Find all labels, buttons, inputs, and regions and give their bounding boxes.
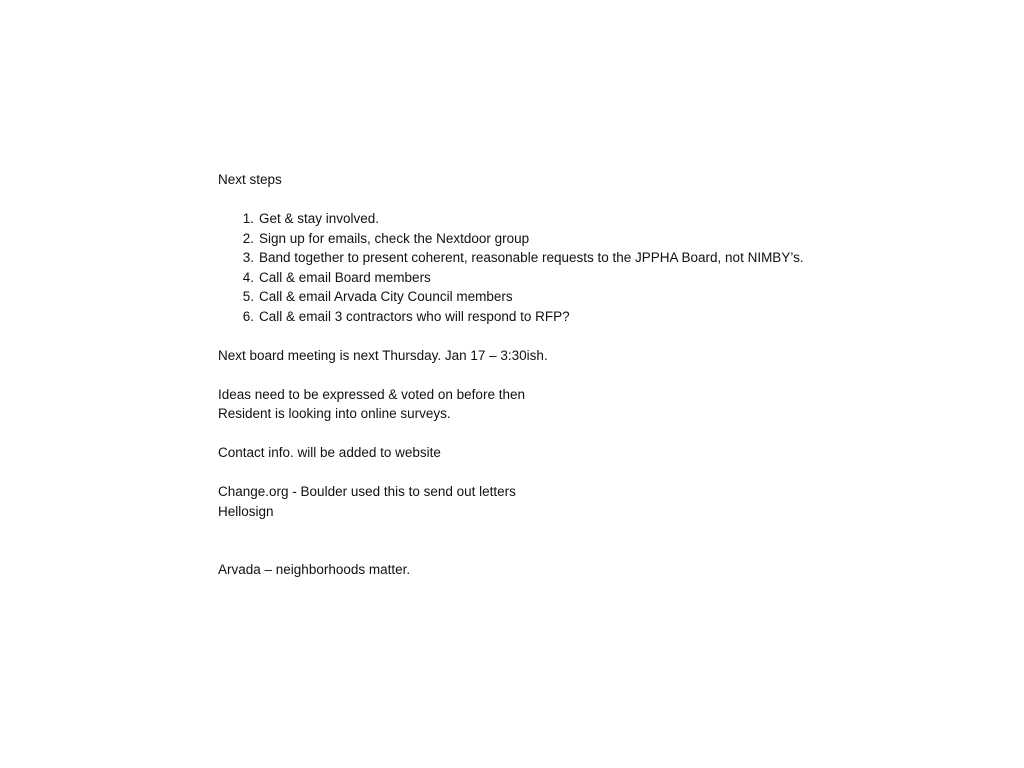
next-meeting-line: Next board meeting is next Thursday. Jan 17 – 3:30ish.	[218, 347, 548, 363]
list-item	[218, 307, 918, 327]
ideas-line: Ideas need to be expressed & voted on before then	[218, 386, 525, 402]
list-item-number: 3.	[242, 250, 254, 265]
list-item-text: Sign up for emails, check the Nextdoor group	[259, 230, 530, 246]
notes-content	[218, 170, 918, 580]
list-item-text: Band together to present coherent, reasonable requests to the JPPHA Board, not NIMBY’s.	[259, 250, 804, 265]
list-item-number: 4.	[242, 269, 254, 285]
list-item-number: 1.	[242, 211, 254, 226]
list-item-text: Call & email 3 contractors who will respond to RFP?	[259, 308, 570, 324]
list-item	[218, 248, 918, 268]
spacer	[218, 190, 918, 210]
heading-next-steps: Next steps	[218, 172, 282, 187]
list-item	[218, 209, 918, 229]
list-item	[218, 287, 918, 307]
contact-line: Contact info. will be added to website	[218, 445, 441, 460]
hellosign-line: Hellosign	[218, 503, 274, 519]
spacer	[218, 326, 918, 346]
list-item-text: Get & stay involved.	[259, 211, 380, 226]
spacer	[218, 424, 918, 444]
list-item-text: Call & email Arvada City Council members	[259, 289, 513, 304]
list-item-number: 6.	[242, 308, 254, 324]
closing-line: Arvada – neighborhoods matter.	[218, 562, 411, 577]
list-item-number: 2.	[242, 230, 254, 246]
surveys-line: Resident is looking into online surveys.	[218, 406, 451, 421]
list-item-number: 5.	[242, 289, 254, 304]
change-org-line: Change.org - Boulder used this to send out letters	[218, 484, 516, 499]
list-item-text: Call & email Board members	[259, 269, 431, 285]
spacer	[218, 521, 918, 560]
spacer	[218, 463, 918, 483]
spacer	[218, 365, 918, 385]
steps-list	[218, 209, 918, 326]
list-item	[218, 268, 918, 288]
list-item	[218, 229, 918, 249]
